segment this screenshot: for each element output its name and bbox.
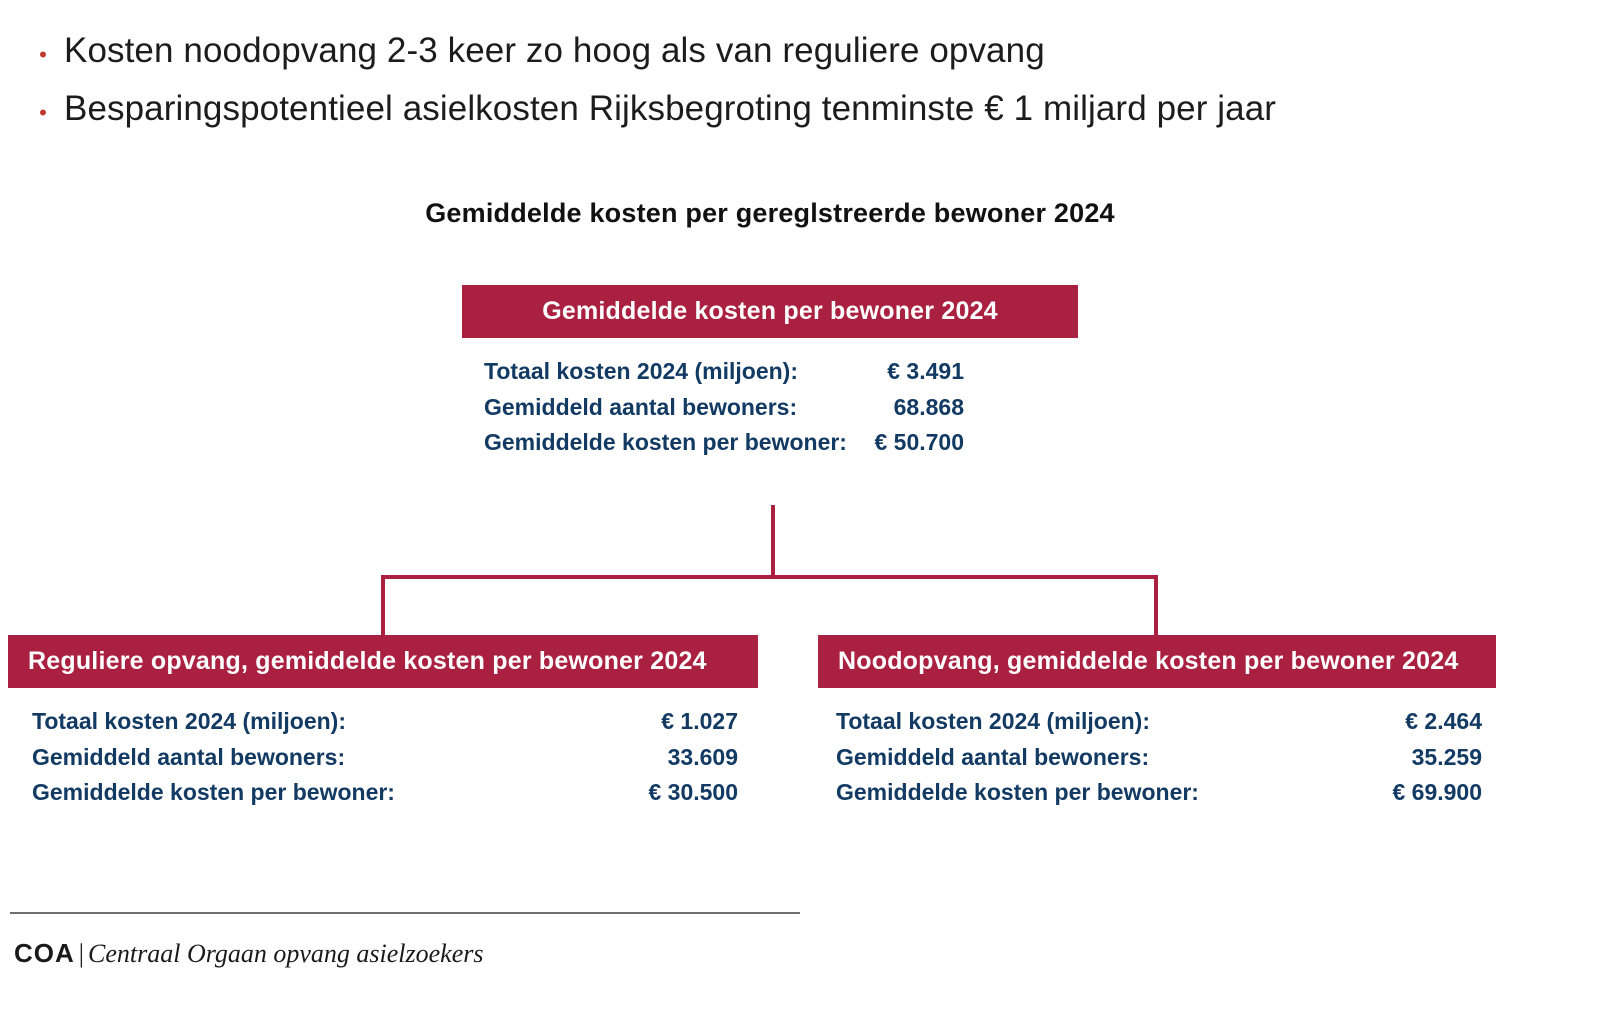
connector-vertical-left <box>381 575 385 637</box>
chart-title-text: Gemiddelde kosten per gereglstreerde bewoner 2024 <box>425 198 1115 228</box>
row-value: € 50.700 <box>874 429 964 456</box>
table-row <box>484 390 1056 426</box>
footer-separator: | <box>78 939 84 968</box>
row-label: Gemiddelde kosten per bewoner: <box>836 779 1199 806</box>
node-total-costs-header: Gemiddelde kosten per bewoner 2024 <box>462 285 1078 338</box>
footer <box>14 938 484 969</box>
row-label: Gemiddelde kosten per bewoner: <box>484 429 847 456</box>
footer-divider <box>10 912 800 914</box>
table-row <box>836 775 1482 811</box>
row-label: Totaal kosten 2024 (miljoen): <box>836 708 1150 734</box>
node-emergency-shelter-rows <box>818 688 1496 811</box>
row-value: 68.868 <box>893 393 964 420</box>
node-regular-shelter-header: Reguliere opvang, gemiddelde kosten per bewoner 2024 <box>8 635 758 688</box>
row-label: Totaal kosten 2024 (miljoen): <box>32 708 346 734</box>
row-value: € 69.900 <box>1392 779 1482 806</box>
row-label: Gemiddeld aantal bewoners: <box>836 743 1150 770</box>
row-label: Gemiddelde kosten per bewoner: <box>32 779 395 806</box>
bullet-dot-icon: • <box>39 42 47 67</box>
row-value: € 3.491 <box>887 358 964 384</box>
row-value: € 2.464 <box>1405 708 1482 734</box>
table-row <box>484 354 1056 390</box>
table-row <box>32 704 738 740</box>
row-value: 33.609 <box>667 743 738 770</box>
node-emergency-shelter <box>818 635 1496 811</box>
row-label: Gemiddeld aantal bewoners: <box>32 743 346 770</box>
connector-vertical-right <box>1154 575 1158 637</box>
row-label: Gemiddeld aantal bewoners: <box>484 393 798 420</box>
chart-title <box>0 198 1600 229</box>
coa-logo-text: COA <box>14 938 75 968</box>
bullet-text: Kosten noodopvang 2-3 keer zo hoog als van reguliere opvang <box>64 31 1045 70</box>
node-emergency-shelter-header: Noodopvang, gemiddelde kosten per bewoner 2024 <box>818 635 1496 688</box>
bullet-item <box>22 30 1562 72</box>
table-row <box>32 775 738 811</box>
table-row <box>32 740 738 776</box>
node-regular-shelter-rows <box>8 688 758 811</box>
node-regular-shelter <box>8 635 758 811</box>
row-value: 35.259 <box>1411 743 1482 770</box>
row-value: € 1.027 <box>661 708 738 734</box>
bullet-item <box>22 88 1562 130</box>
bullet-text: Besparingspotentieel asielkosten Rijksbegroting tenminste € 1 miljard per jaar <box>64 89 1277 128</box>
table-row <box>836 704 1482 740</box>
row-value: € 30.500 <box>648 779 738 806</box>
table-row <box>484 425 1056 461</box>
footer-tagline: Centraal Orgaan opvang asielzoekers <box>88 939 484 968</box>
connector-vertical-top <box>771 505 775 577</box>
bullet-list <box>22 30 1562 146</box>
bullet-dot-icon: • <box>39 100 47 125</box>
table-row <box>836 740 1482 776</box>
connector-horizontal <box>381 575 1158 579</box>
row-label: Totaal kosten 2024 (miljoen): <box>484 358 798 384</box>
node-total-costs <box>462 285 1078 461</box>
node-total-costs-rows <box>462 338 1078 461</box>
